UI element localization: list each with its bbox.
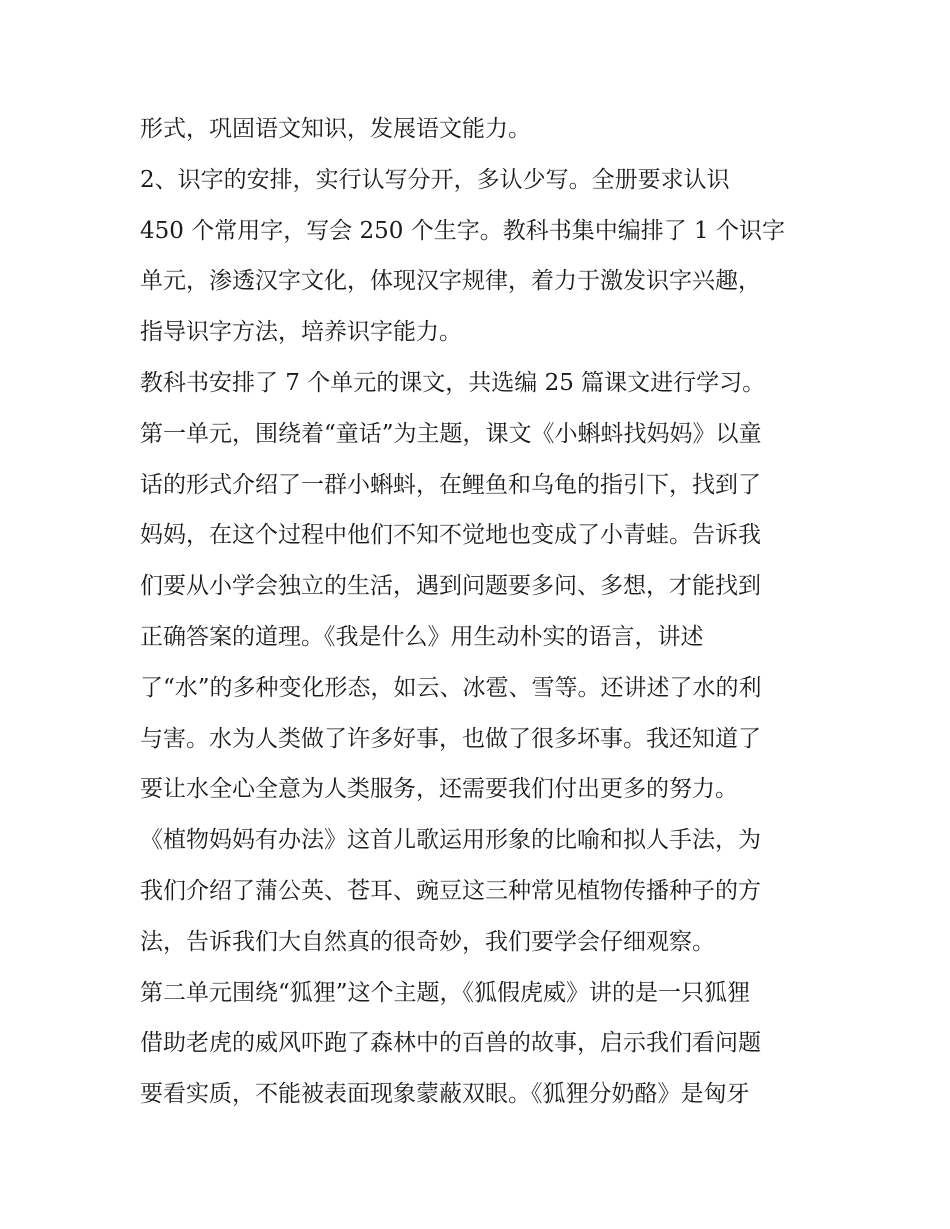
text-line: 单元，渗透汉字文化，体现汉字规律，着力于激发识字兴趣， (140, 268, 761, 295)
text-line: 指导识字方法，培养识字能力。 (140, 319, 462, 346)
text-line: 正确答案的道理。《我是什么》用生动朴实的语言，讲述 (140, 623, 704, 650)
text-line: 话的形式介绍了一群小蝌蚪，在鲤鱼和乌龟的指引下，找到了 (140, 471, 761, 498)
text-line: 要让水全心全意为人类服务，还需要我们付出更多的努力。 (140, 776, 738, 803)
text-line: 与害。水为人类做了许多好事，也做了很多坏事。我还知道了 (140, 725, 761, 752)
text-line: 我们介绍了蒲公英、苍耳、豌豆这三种常见植物传播种子的方 (140, 877, 761, 904)
body-text (140, 104, 840, 1120)
text-line: 教科书安排了 7 个单元的课文，共选编 25 篇课文进行学习。 (140, 369, 766, 396)
text-line: 了“水”的多种变化形态，如云、冰雹、雪等。还讲述了水的利 (140, 674, 762, 701)
text-line: 2、识字的安排，实行认写分开，多认少写。全册要求认识 (140, 166, 730, 193)
text-line: 们要从小学会独立的生活，遇到问题要多问、多想，才能找到 (140, 573, 761, 600)
text-line: 第二单元围绕“狐狸”这个主题，《狐假虎威》讲的是一只狐狸 (140, 979, 751, 1006)
text-line: 妈妈，在这个过程中他们不知不觉地也变成了小青蛙。告诉我 (140, 522, 761, 549)
text-line: 第一单元，围绕着“童话”为主题，课文《小蝌蚪找妈妈》以童 (140, 420, 762, 447)
text-line: 形式，巩固语文知识，发展语文能力。 (140, 116, 531, 142)
text-line: 要看实质，不能被表面现象蒙蔽双眼。《狐狸分奶酪》是匈牙 (140, 1081, 750, 1108)
text-line: 借助老虎的威风吓跑了森林中的百兽的故事，启示我们看问题 (140, 1030, 761, 1057)
text-line: 《植物妈妈有办法》这首儿歌运用形象的比喻和拟人手法，为 (140, 827, 761, 854)
text-line: 450 个常用字，写会 250 个生字。教科书集中编排了 1 个识字 (140, 217, 785, 244)
text-line: 法，告诉我们大自然真的很奇妙，我们要学会仔细观察。 (140, 928, 715, 955)
